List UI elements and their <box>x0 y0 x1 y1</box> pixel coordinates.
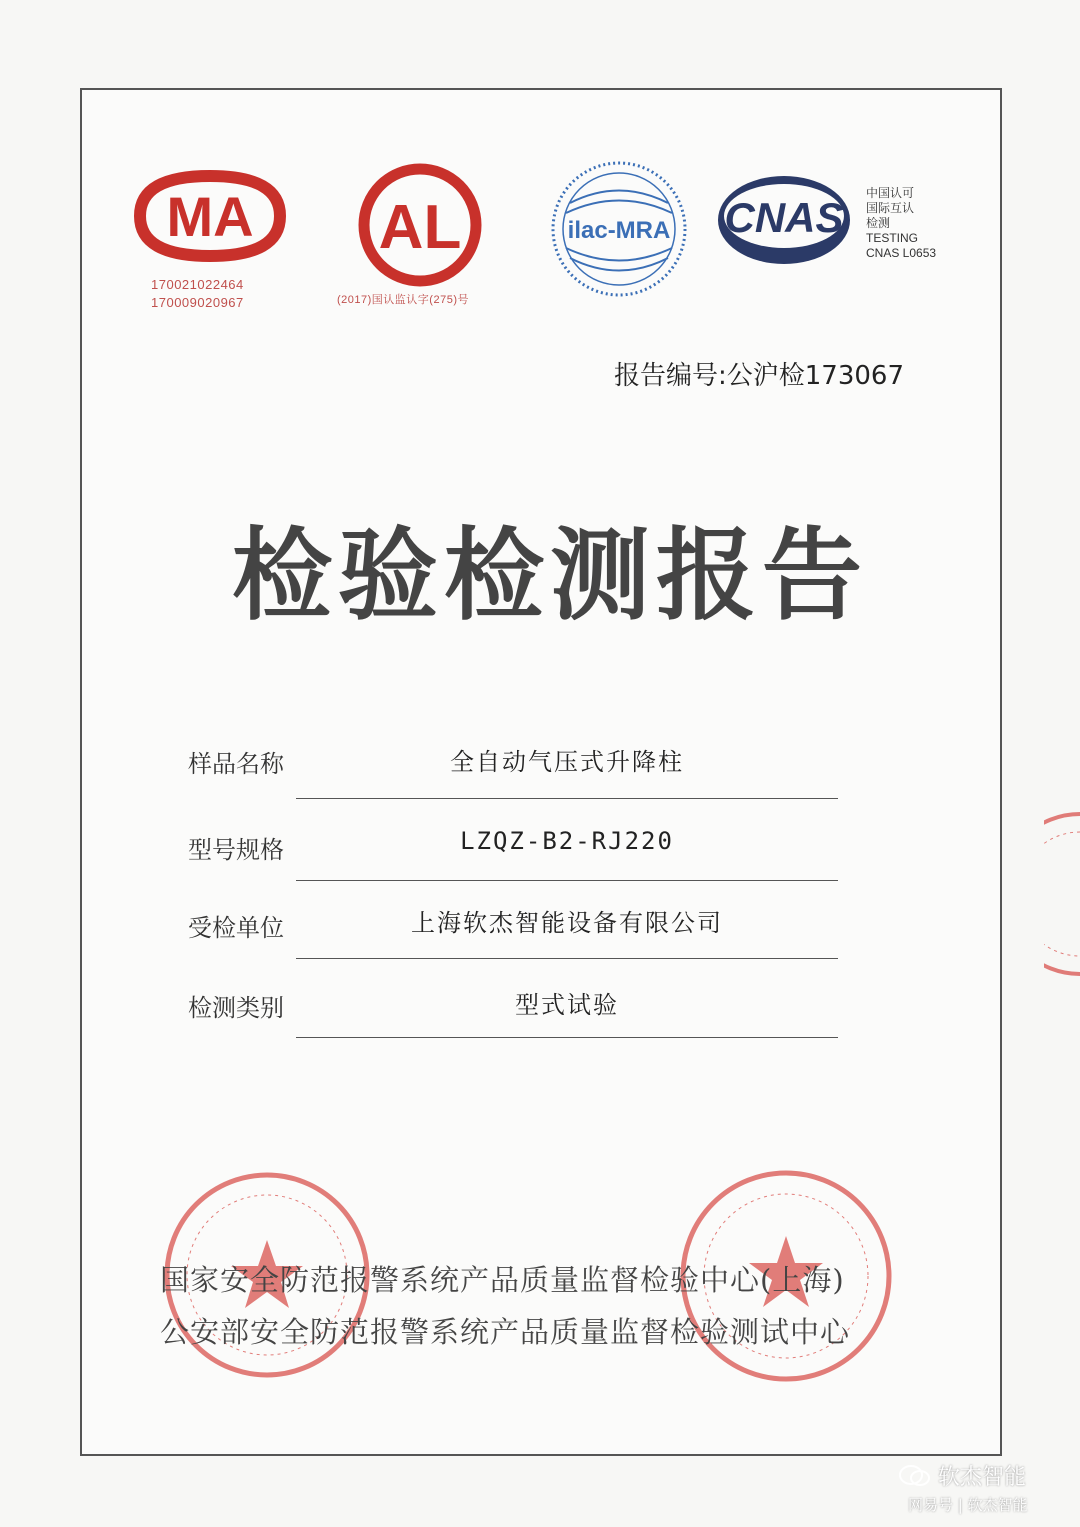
cnas-side-line: 检测 <box>866 216 891 230</box>
report-number: 报告编号:公沪检173067 <box>614 361 905 391</box>
cnas-side-line: TESTING <box>866 231 919 245</box>
page-title: 检验检测报告 <box>232 516 868 634</box>
field-underline <box>296 880 838 881</box>
cal-logo-text: AL <box>378 193 462 262</box>
cnas-logo <box>712 170 857 270</box>
field-value-client: 上海软杰智能设备有限公司 <box>411 909 723 937</box>
field-value-test-type: 型式试验 <box>515 991 619 1019</box>
field-underline <box>296 1037 838 1038</box>
issuer-line-2: 公安部安全防范报警系统产品质量监督检验测试中心 <box>160 1315 851 1349</box>
cma-codes <box>151 276 244 312</box>
cnas-logo-text: CNAS <box>724 194 844 241</box>
field-label-client: 受检单位 <box>188 914 284 942</box>
cma-code-2: 170009020967 <box>151 295 244 310</box>
cnas-side-text <box>866 186 936 261</box>
cal-code: (2017)国认监认字(275)号 <box>337 294 469 306</box>
field-underline <box>296 958 838 959</box>
watermark-main: 软杰智能 <box>938 1465 1027 1490</box>
field-underline <box>296 798 838 799</box>
cma-logo-text: MA <box>166 185 254 248</box>
cnas-side-line: 中国认可 <box>866 186 915 200</box>
cal-logo <box>350 160 490 290</box>
cma-code-1: 170021022464 <box>151 277 244 292</box>
field-label-sample-name: 样品名称 <box>188 750 284 778</box>
ilac-logo-text: ilac-MRA <box>567 217 671 244</box>
issuer-line-1: 国家安全防范报警系统产品质量监督检验中心(上海) <box>160 1263 845 1297</box>
field-label-model: 型号规格 <box>188 836 284 864</box>
field-label-test-type: 检测类别 <box>188 994 284 1022</box>
cma-logo <box>130 168 290 264</box>
field-value-sample-name: 全自动气压式升降柱 <box>450 748 684 776</box>
watermark-sub: 网易号 | 软杰智能 <box>908 1496 1028 1514</box>
field-value-model: LZQZ-B2-RJ220 <box>460 827 674 855</box>
official-seal-partial <box>1044 812 1080 976</box>
cnas-side-line: CNAS L0653 <box>866 246 937 260</box>
ilac-mra-logo <box>548 158 690 300</box>
cnas-side-line: 国际互认 <box>866 201 915 215</box>
wechat-icon <box>898 1464 932 1488</box>
